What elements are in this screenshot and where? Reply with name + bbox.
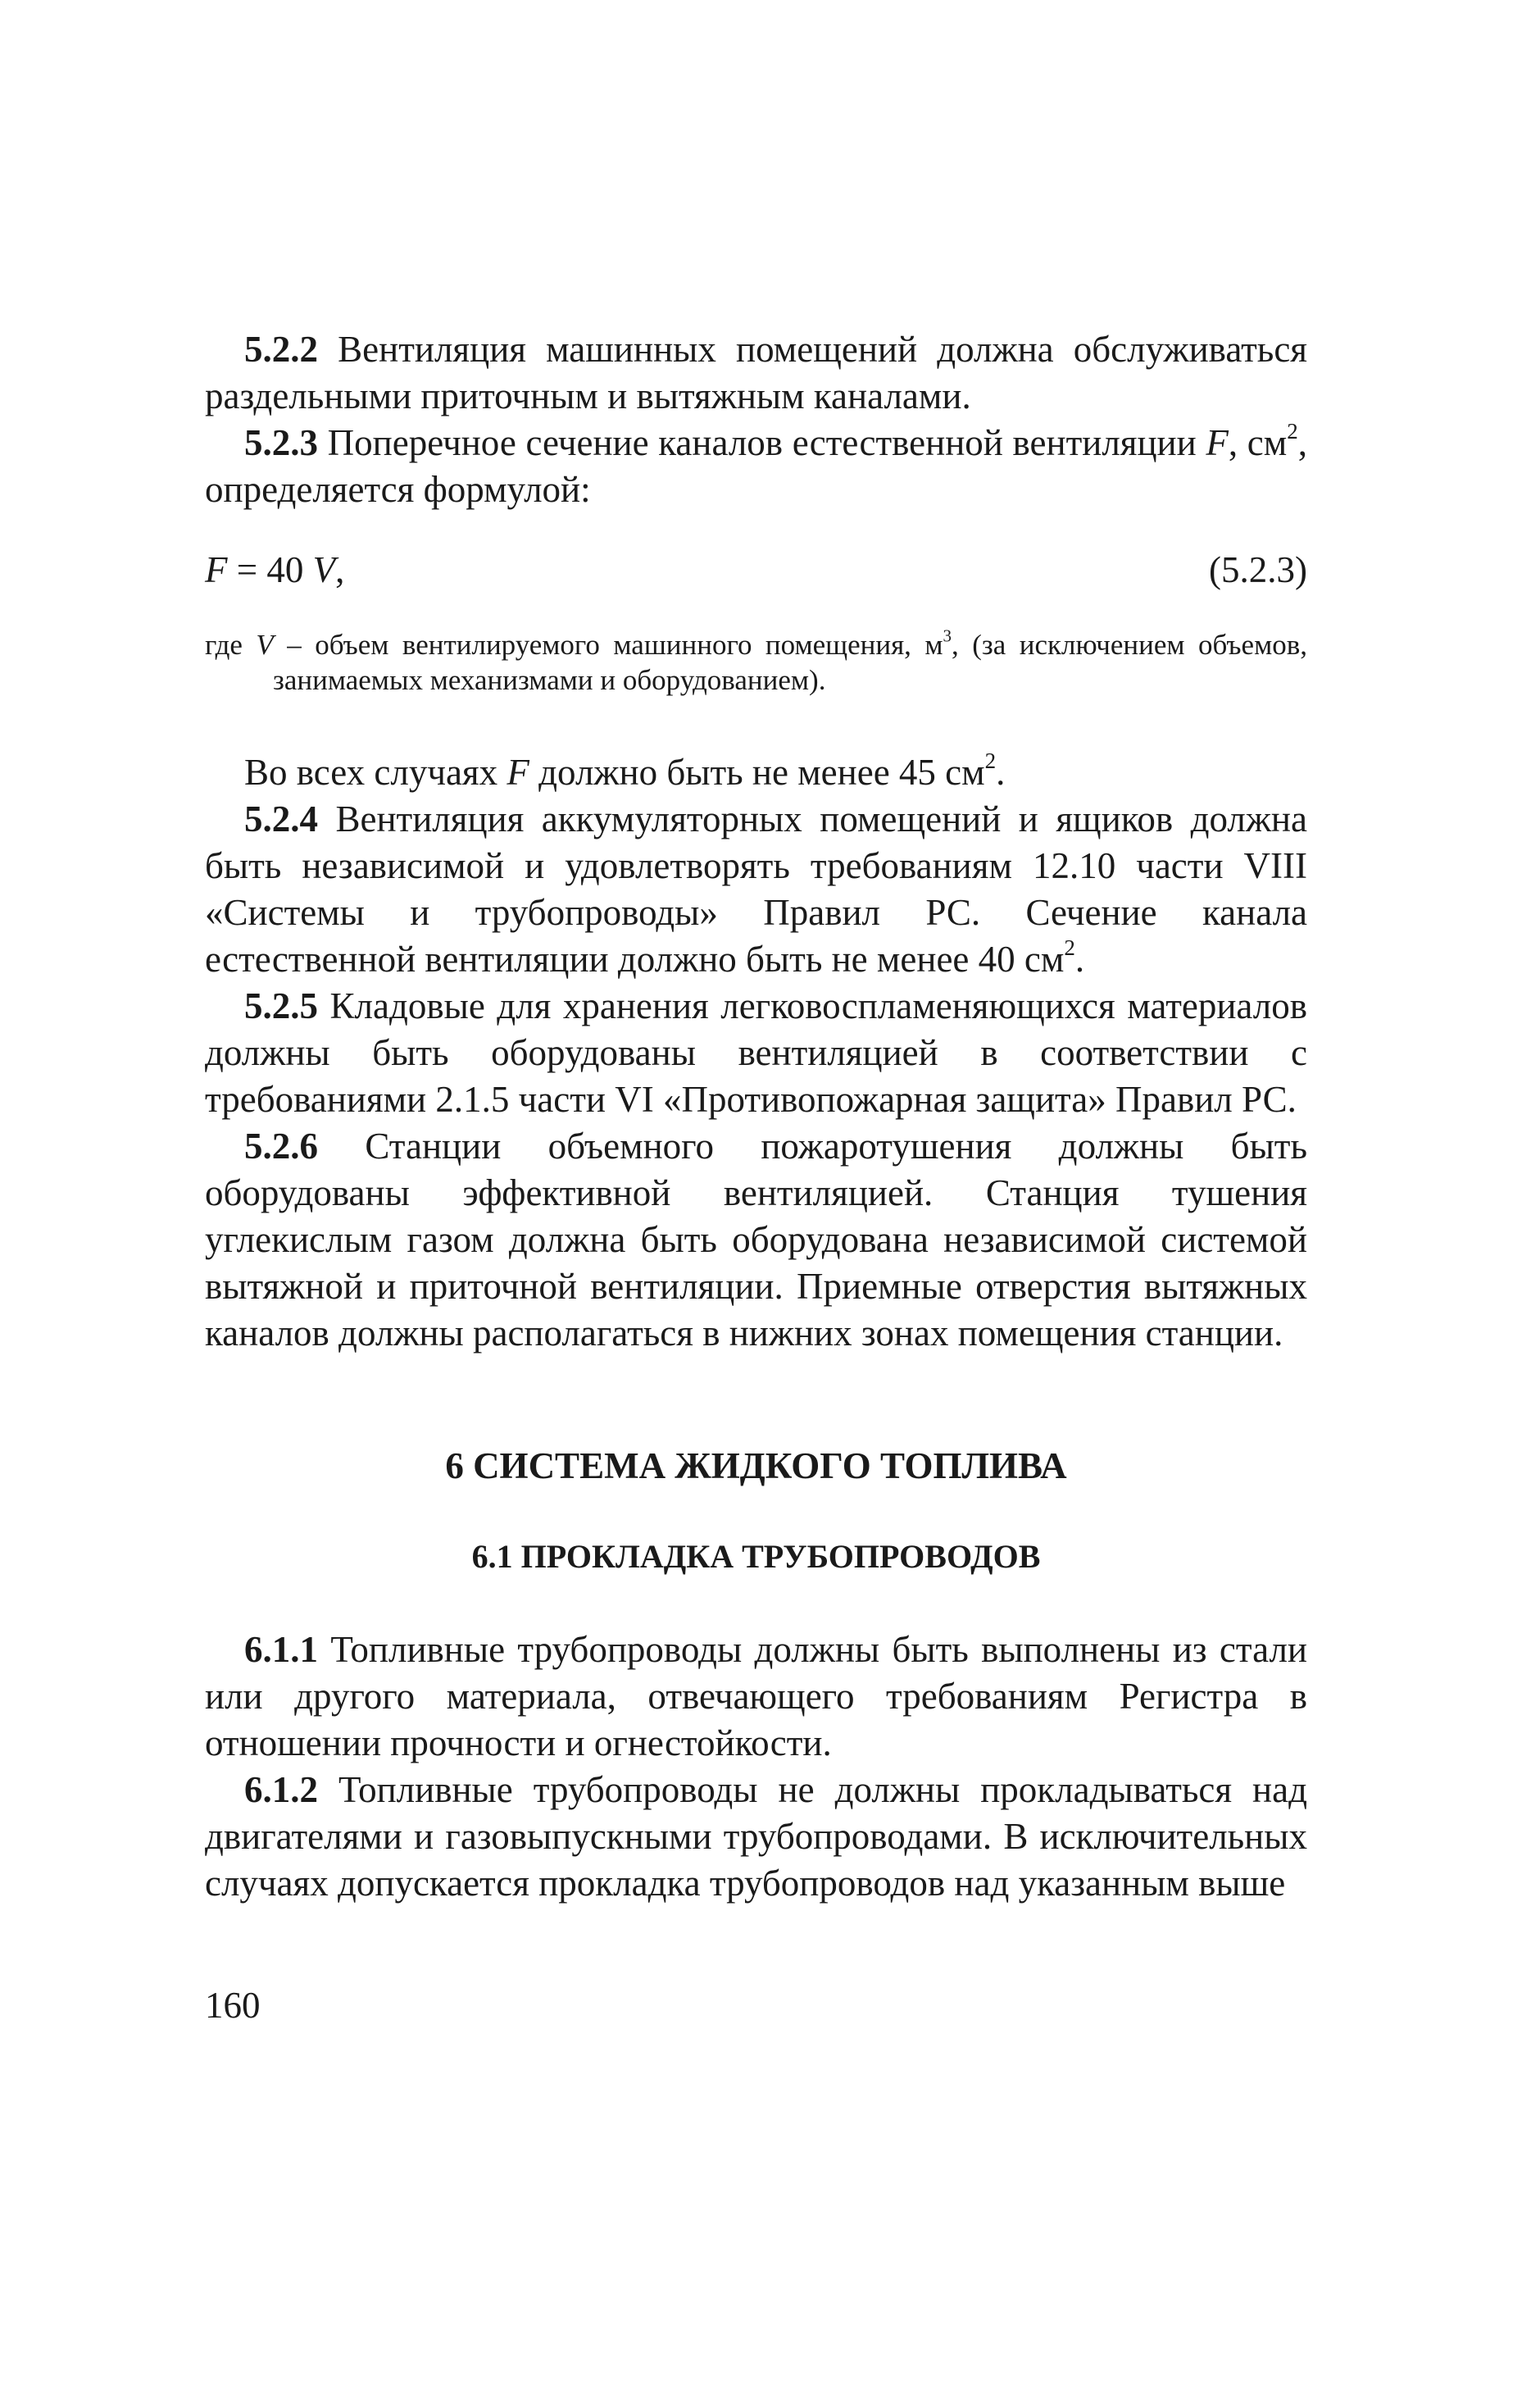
variable-v: V bbox=[256, 629, 274, 661]
paragraph-text: Вентиляция машинных помещений должна обслуживаться раздельными приточным и вытяжным каналами. bbox=[205, 329, 1307, 416]
superscript: 2 bbox=[984, 748, 997, 773]
superscript: 2 bbox=[1287, 418, 1298, 444]
variable-f: F bbox=[1206, 422, 1229, 463]
clause-number: 6.1.2 bbox=[244, 1769, 318, 1810]
section-title: 6.1 ПРОКЛАДКА ТРУБОПРОВОДОВ bbox=[471, 1538, 1041, 1575]
formula-equals: = 40 bbox=[227, 549, 313, 590]
chapter-title: 6 СИСТЕМА ЖИДКОГО ТОПЛИВА bbox=[445, 1445, 1067, 1486]
paragraph-text: , определяется формулой: bbox=[205, 422, 1307, 510]
paragraph-all-cases bbox=[205, 749, 1307, 796]
paragraph-5-2-4 bbox=[205, 796, 1307, 983]
formula-expression bbox=[205, 547, 344, 594]
variable-f: F bbox=[507, 752, 529, 793]
paragraph-text: Вентиляция аккумуляторных помещений и ящиков должна быть независимой и удовлетворять требованиям 12.10 части VIII «Системы и трубопроводы» Правил РС. Сечение канала естественной вентиляции должно быть не менее 40 см bbox=[205, 798, 1307, 980]
paragraph-text: Во всех случаях bbox=[244, 752, 507, 793]
legend-text: – объем вентилируемого машинного помещения, м bbox=[273, 629, 943, 661]
legend-text: где bbox=[205, 629, 257, 661]
paragraph-text: , см bbox=[1228, 422, 1288, 463]
superscript: 3 bbox=[943, 626, 952, 646]
document-page bbox=[205, 326, 1307, 1907]
clause-number: 5.2.3 bbox=[244, 422, 318, 463]
legend-text: , (за исключением объемов, занимаемых механизмами и оборудованием). bbox=[273, 629, 1307, 696]
paragraph-text: Поперечное сечение каналов естественной вентиляции bbox=[318, 422, 1206, 463]
formula-number: (5.2.3) bbox=[1209, 549, 1307, 590]
clause-number: 5.2.4 bbox=[244, 798, 318, 839]
clause-number: 5.2.2 bbox=[244, 329, 318, 370]
variable-f: F bbox=[205, 549, 228, 590]
formula-comma: , bbox=[335, 549, 345, 590]
formula-5-2-3 bbox=[205, 547, 1307, 594]
paragraph-text: Кладовые для хранения легковоспламеняющихся материалов должны быть оборудованы вентиляцией в соответствии с требованиями 2.1.5 части VI «Противопожарная защита» Правил РС. bbox=[205, 985, 1307, 1120]
paragraph-text: . bbox=[1074, 939, 1085, 980]
paragraph-5-2-6 bbox=[205, 1123, 1307, 1357]
formula-legend bbox=[205, 627, 1307, 698]
paragraph-6-1-2 bbox=[205, 1767, 1307, 1907]
paragraph-5-2-2 bbox=[205, 326, 1307, 420]
paragraph-text: Топливные трубопроводы не должны прокладываться над двигателями и газовыпускными трубопроводами. В исключительных случаях допускается прокладка трубопроводов над указанным выше bbox=[205, 1769, 1307, 1904]
paragraph-text: . bbox=[996, 752, 1006, 793]
clause-number: 5.2.6 bbox=[244, 1126, 318, 1167]
variable-v: V bbox=[312, 549, 336, 590]
clause-number: 6.1.1 bbox=[244, 1629, 318, 1670]
paragraph-5-2-5 bbox=[205, 983, 1307, 1123]
paragraph-text: Топливные трубопроводы должны быть выполнены из стали или другого материала, отвечающего требованиям Регистра в отношении прочности и огнестойкости. bbox=[205, 1629, 1307, 1763]
paragraph-5-2-3 bbox=[205, 420, 1307, 513]
superscript: 2 bbox=[1064, 935, 1075, 960]
clause-number: 5.2.5 bbox=[244, 985, 318, 1026]
paragraph-6-1-1 bbox=[205, 1626, 1307, 1767]
paragraph-text: Станции объемного пожаротушения должны быть оборудованы эффективной вентиляцией. Станция тушения углекислым газом должна быть оборудована независимой системой вытяжной и приточной вентиляции. Приемные отверстия вытяжных каналов должны располагаться в нижних зонах помещения станции. bbox=[205, 1126, 1307, 1354]
page-number: 160 bbox=[205, 1985, 261, 2026]
paragraph-text: должно быть не менее 45 см bbox=[529, 752, 985, 793]
